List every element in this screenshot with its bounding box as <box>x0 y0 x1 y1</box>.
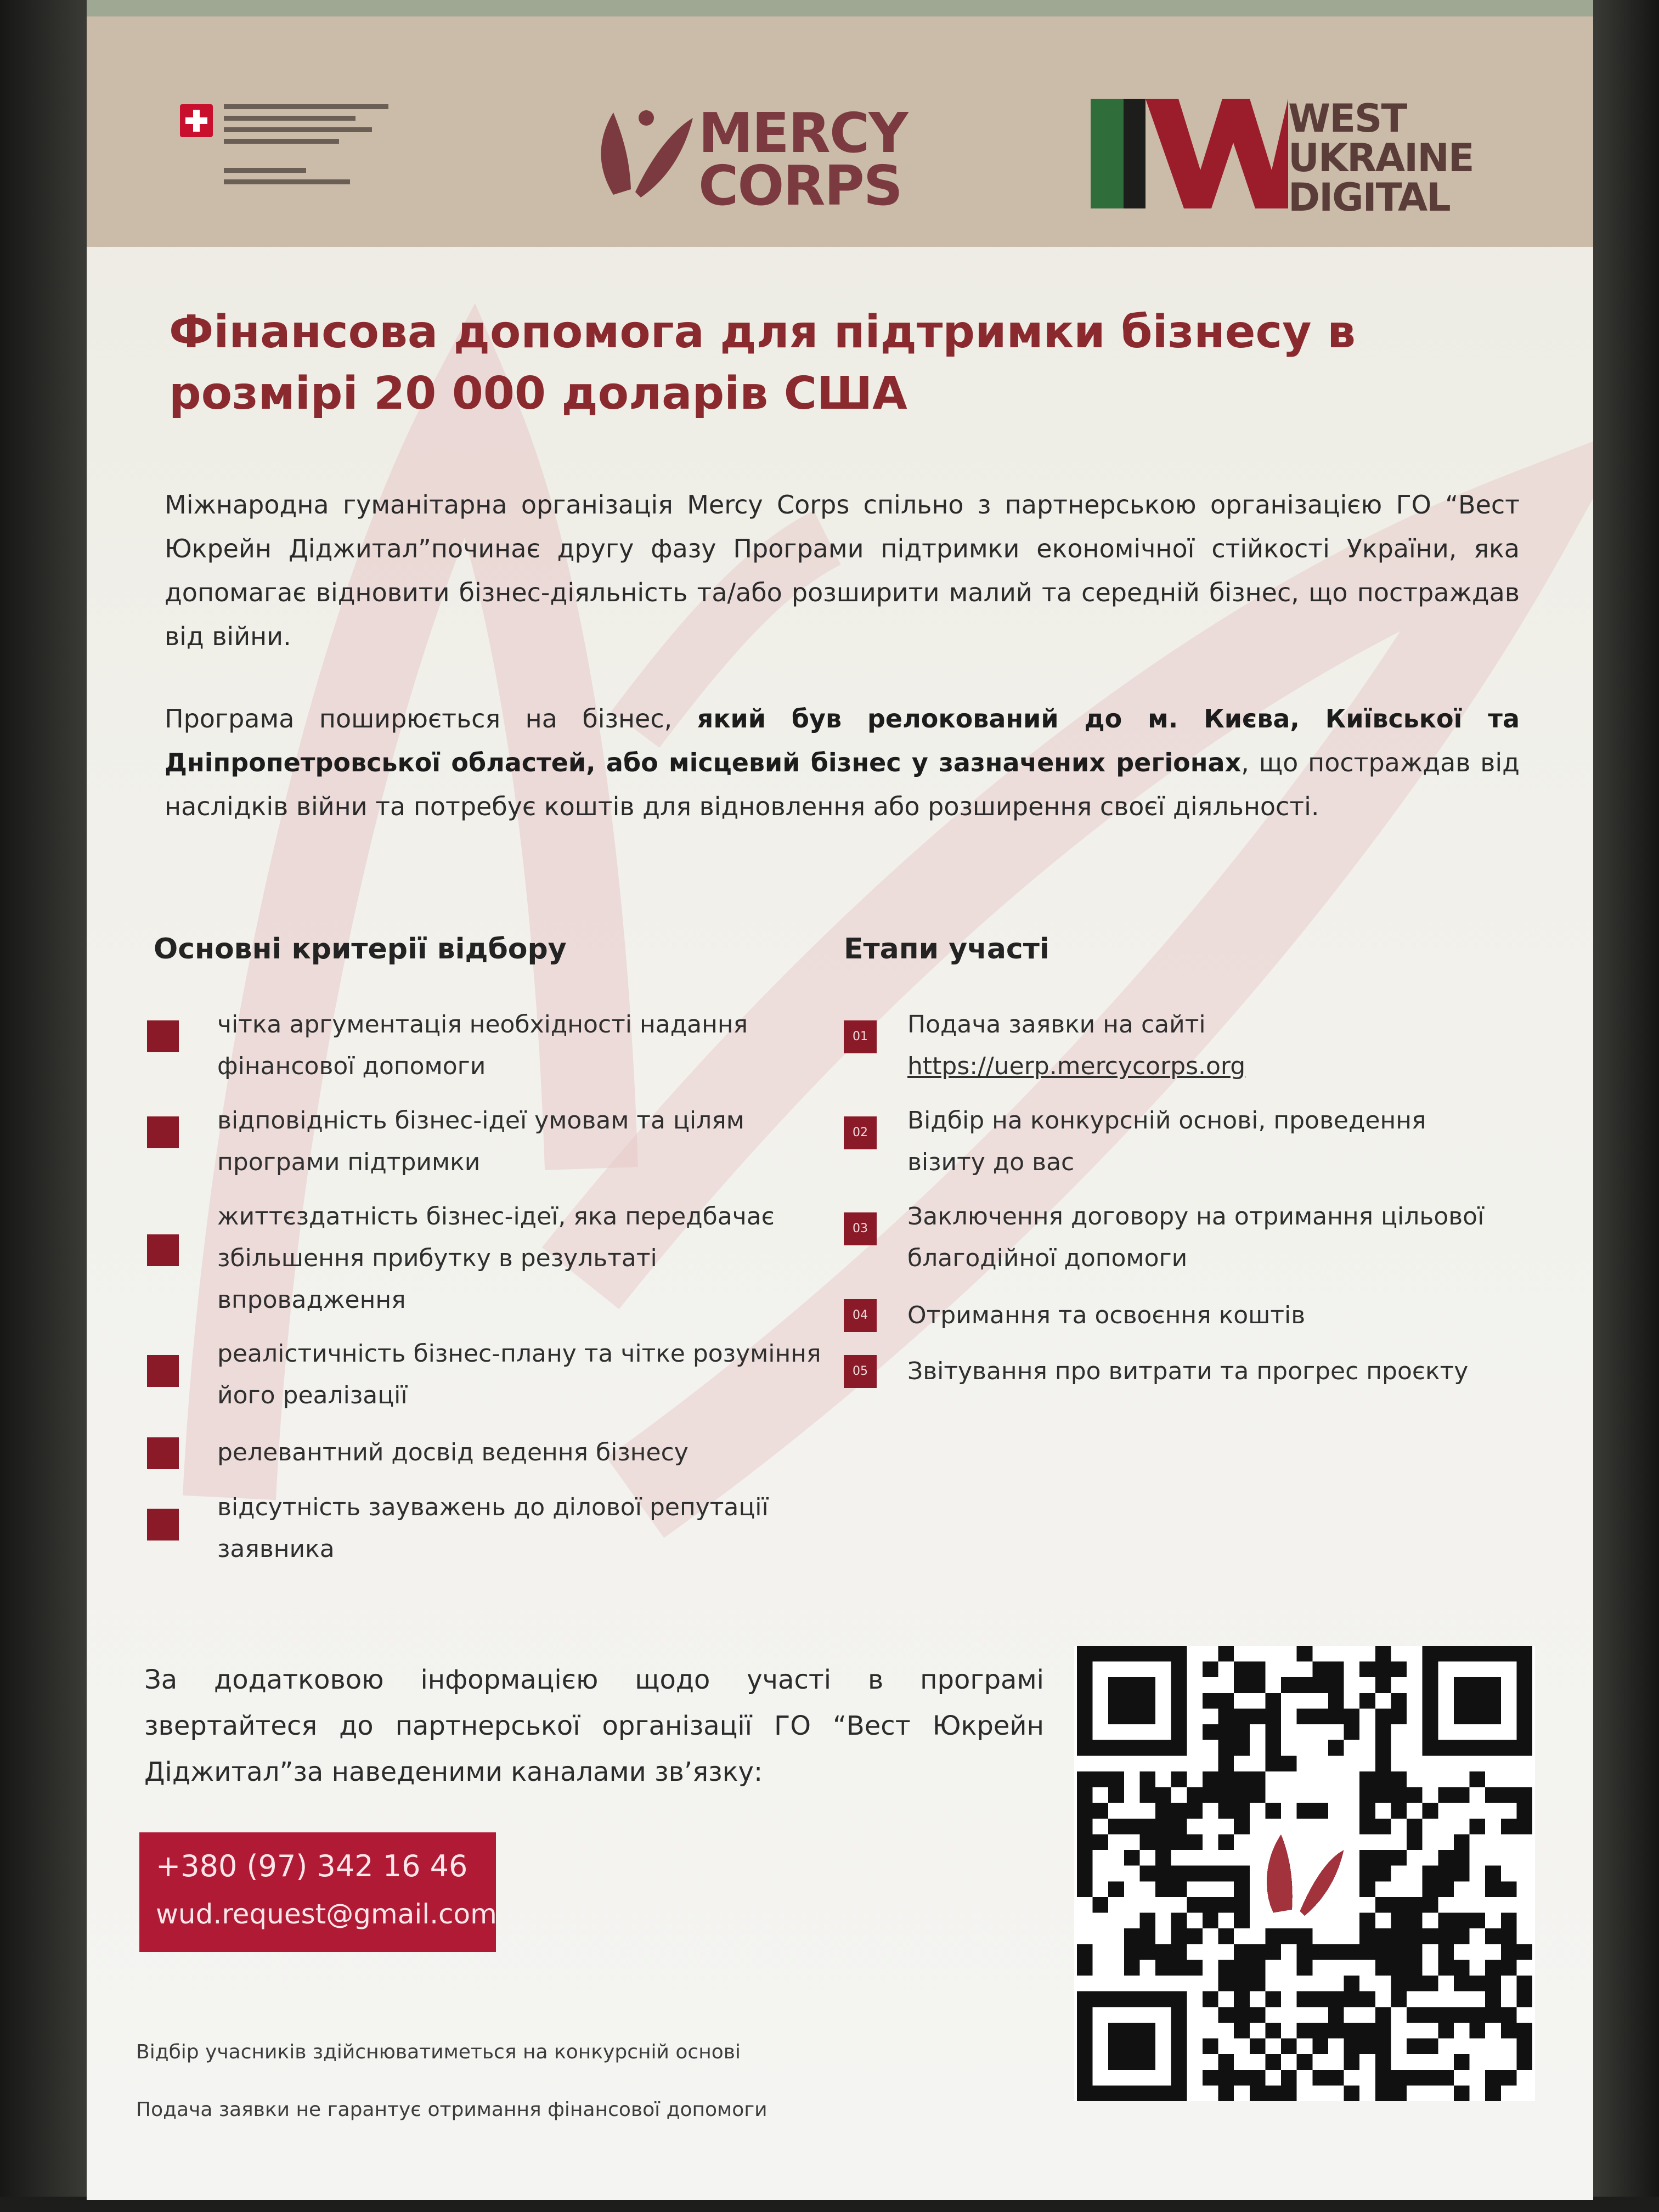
bullet-square-icon <box>147 1020 179 1052</box>
step-number-badge: 02 <box>844 1116 877 1149</box>
bullet-square-icon <box>147 1234 179 1266</box>
criteria-item-text: релевантний досвід ведення бізнесу <box>217 1438 689 1466</box>
criteria-heading: Основні критерії відбору <box>154 933 567 966</box>
contact-paragraph: За додатковою інформацією щодо участі в програмі звертайтеся до партнерської організації ГО “Вест Юкрейн Діджитал”за наведеними каналами зв’язку: <box>144 1664 1044 1787</box>
photo-frame-top <box>0 0 1659 16</box>
step-number-badge: 04 <box>844 1299 877 1332</box>
swiss-confederation-logo <box>180 104 388 219</box>
program-text-start: Програма поширюється на бізнес, <box>165 704 697 733</box>
flyer-title: Фінансова допомога для підтримки бізнесу в розмірі 20 000 доларів США <box>169 306 1356 420</box>
program-paragraph <box>165 697 1520 828</box>
step-label: Подача заявки на сайті <box>907 1011 1206 1039</box>
criteria-item-text: життєздатність бізнес-ідеї, яка передбачає збільшення прибутку в результаті впровадження <box>217 1203 775 1314</box>
criteria-item-text: чітка аргументація необхідності надання фінансової допомоги <box>217 1011 748 1080</box>
bullet-square-icon <box>147 1437 179 1469</box>
step-number-badge: 05 <box>844 1355 877 1388</box>
swiss-flag-icon <box>180 104 213 137</box>
wud-wordmark: WEST UKRAINE DIGITAL <box>1288 96 1474 220</box>
contact-box <box>139 1832 496 1952</box>
step-item-text: Звітування про витрати та прогрес проєкту <box>907 1357 1469 1385</box>
photo-frame-left <box>0 0 87 2212</box>
west-ukraine-digital-logo <box>1091 96 1524 220</box>
criteria-item-text: відсутність зауважень до ділової репутації заявника <box>217 1493 769 1563</box>
criteria-item-text: реалістичність бізнес-плану та чітке розуміння його реалізації <box>217 1340 821 1409</box>
swiss-logo-text-lines <box>224 104 388 191</box>
qr-code[interactable] <box>1074 1646 1535 2101</box>
bullet-square-icon <box>147 1116 179 1148</box>
step-number-badge: 01 <box>844 1020 877 1053</box>
contact-email[interactable]: wud.request@gmail.com <box>156 1898 497 1930</box>
mercy-corps-leaf-icon <box>591 96 696 206</box>
criteria-item-text: відповідність бізнес-ідеї умовам та цілям програми підтримки <box>217 1107 744 1176</box>
mercy-corps-logo <box>591 96 907 228</box>
contact-phone[interactable]: +380 (97) 342 16 46 <box>156 1849 468 1883</box>
bullet-square-icon <box>147 1355 179 1387</box>
program-text-end: , що постраждав від наслідків війни та потребує коштів для відновлення або розширення своєї діяльності. <box>165 748 1520 821</box>
step-item-text: Отримання та освоєння коштів <box>907 1301 1306 1329</box>
application-site-link[interactable]: https://uerp.mercycorps.org <box>907 1052 1246 1080</box>
flyer-sheet <box>87 16 1593 2200</box>
program-text-bold: який був релокований до м. Києва, Київської та Дніпропетровської областей, або місцевий бізнес у зазначених регіонах <box>165 704 1520 777</box>
photo-frame-right <box>1593 0 1659 2212</box>
step-item-text: Відбір на конкурсній основі, проведення візиту до вас <box>907 1107 1426 1176</box>
wud-graphic-icon <box>1091 99 1288 208</box>
intro-paragraph: Міжнародна гуманітарна організація Mercy Corps спільно з партнерською організацією ГО “Вест Юкрейн Діджитал”починає другу фазу Програми підтримки економічної стійкості України, яка допомагає відновити бізнес-діяльність та/або розширити малий та середній бізнес, що постраждав від війни. <box>165 490 1520 651</box>
steps-heading: Етапи участі <box>844 933 1049 966</box>
bullet-square-icon <box>147 1509 179 1541</box>
step-number-badge: 03 <box>844 1212 877 1245</box>
footer-note-selection: Відбір учасників здійснюватиметься на конкурсній основі <box>136 2041 741 2063</box>
footer-note-guarantee: Подача заявки не гарантує отримання фінансової допомоги <box>136 2098 768 2121</box>
step-item-text <box>907 1004 1511 1087</box>
step-item-text: Заключення договору на отримання цільової благодійної допомоги <box>907 1203 1485 1272</box>
mercy-corps-wordmark: MERCY CORPS <box>698 101 907 218</box>
